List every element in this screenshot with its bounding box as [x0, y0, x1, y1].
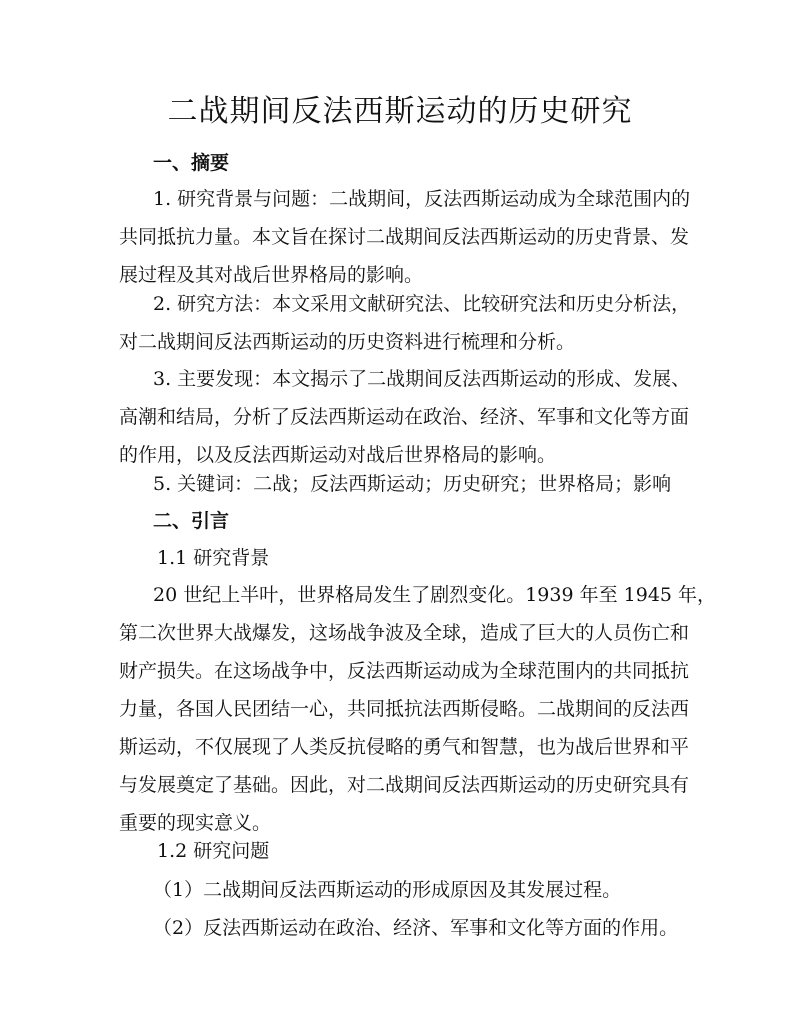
subheading-research-background: 1.1 研究背景	[157, 547, 270, 569]
abstract-keywords: 5. 关键词：二战；反法西斯运动；历史研究；世界格局；影响	[153, 473, 672, 495]
section-heading-abstract: 一、摘要	[153, 152, 230, 174]
abstract-p3-line-1: 3. 主要发现：本文揭示了二战期间反法西斯运动的形成、发展、	[153, 368, 691, 390]
abstract-p2-line-2: 对二战期间反法西斯运动的历史资料进行梳理和分析。	[119, 331, 576, 353]
abstract-p1-line-3: 展过程及其对战后世界格局的影响。	[119, 264, 424, 286]
background-line-3: 财产损失。在这场战争中，反法西斯运动成为全球范围内的共同抵抗	[119, 660, 690, 682]
background-line-1: 20 世纪上半叶，世界格局发生了剧烈变化。1939 年至 1945 年，	[153, 584, 717, 606]
section-heading-intro: 二、引言	[153, 510, 230, 532]
abstract-p1-line-1: 1. 研究背景与问题：二战期间，反法西斯运动成为全球范围内的	[153, 188, 691, 210]
background-line-2: 第二次世界大战爆发，这场战争波及全球，造成了巨大的人员伤亡和	[119, 622, 690, 644]
background-line-6: 与发展奠定了基础。因此，对二战期间反法西斯运动的历史研究具有	[119, 774, 690, 796]
research-question-2: （2）反法西斯运动在政治、经济、军事和文化等方面的作用。	[153, 917, 679, 939]
background-line-4: 力量，各国人民团结一心，共同抵抗法西斯侵略。二战期间的反法西	[119, 698, 690, 720]
subheading-research-questions: 1.2 研究问题	[157, 840, 270, 862]
background-line-7: 重要的现实意义。	[119, 812, 272, 834]
background-line-5: 斯运动，不仅展现了人类反抗侵略的勇气和智慧，也为战后世界和平	[119, 736, 690, 758]
abstract-p3-line-3: 的作用，以及反法西斯运动对战后世界格局的影响。	[119, 444, 557, 466]
abstract-p3-line-2: 高潮和结局，分析了反法西斯运动在政治、经济、军事和文化等方面	[119, 406, 690, 428]
page-title: 二战期间反法西斯运动的历史研究	[167, 94, 633, 129]
research-question-1: （1）二战期间反法西斯运动的形成原因及其发展过程。	[153, 879, 622, 901]
abstract-p1-line-2: 共同抵抗力量。本文旨在探讨二战期间反法西斯运动的历史背景、发	[119, 226, 690, 248]
abstract-p2-line-1: 2. 研究方法：本文采用文献研究法、比较研究法和历史分析法，	[153, 293, 691, 315]
